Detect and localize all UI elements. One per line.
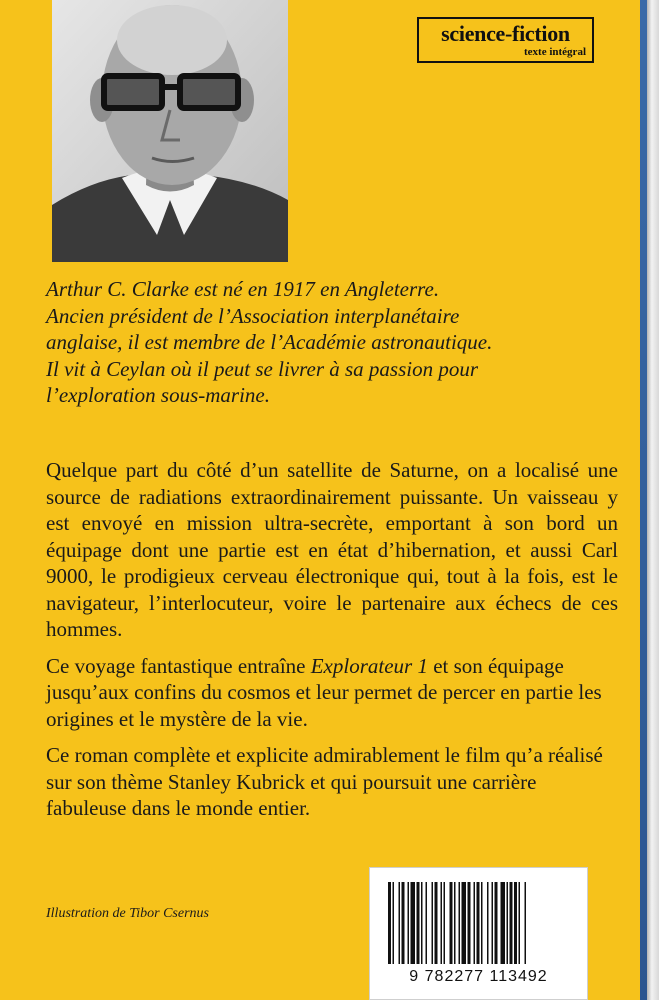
barcode-bar — [411, 882, 416, 964]
barcode-bar — [444, 882, 446, 964]
barcode-icon — [384, 882, 575, 964]
barcode-bar — [450, 882, 453, 964]
barcode-bar — [417, 882, 420, 964]
author-bio — [46, 276, 618, 409]
barcode-bar — [426, 882, 428, 964]
collection-badge — [417, 17, 594, 63]
isbn-number: 9 782277 113492 — [409, 968, 548, 985]
barcode-bar — [510, 882, 513, 964]
bio-line: Il vit à Ceylan où il peut se livrer à sa passion pour — [46, 356, 479, 381]
synopsis-paragraph-3: Ce roman complète et explicite admirablement le film qu’a réalisé sur son thème Stanley Kubrick et qui poursuit une carrière fabuleuse dans le monde entier. — [46, 743, 603, 820]
barcode-bar — [525, 882, 527, 964]
page-edge — [647, 0, 659, 1000]
author-portrait-image — [52, 0, 288, 262]
barcode-bar — [477, 882, 480, 964]
illustration-credit: Illustration de Tibor Csernus — [46, 906, 209, 921]
barcode-bar — [454, 882, 456, 964]
barcode-bar — [507, 882, 509, 964]
bio-line: anglaise, il est membre de l’Académie astronautique. — [46, 330, 493, 355]
barcode-bar — [441, 882, 443, 964]
bio-line: l’exploration sous-marine. — [46, 383, 270, 408]
barcode-bar — [514, 882, 517, 964]
barcode-bar — [388, 882, 391, 964]
synopsis-p2-start: Ce voyage fantastique entraîne — [46, 653, 311, 678]
synopsis-paragraph-1: Quelque part du côté d’un satellite de Saturne, on a localisé une source de radiations extraordinairement puissante. Un vaisseau y est envoyé en mission ultra-secrète, emportant à son bord un équipage dont une partie est en état d’hibernation, et aussi Carl 9000, le prodigieux cerveau électronique qui, tout à la fois, est le navigateur, l’interlocuteur, voire le partenaire aux échecs de ces hommes. — [46, 458, 618, 641]
barcode-bar — [468, 882, 471, 964]
bio-line: Ancien président de l’Association interplanétaire — [46, 303, 460, 328]
barcode-bar — [421, 882, 423, 964]
collection-title: science-fiction — [441, 21, 570, 46]
collection-subtitle: texte intégral — [524, 46, 586, 58]
barcode-sticker — [369, 867, 588, 1000]
barcode-bar — [435, 882, 438, 964]
barcode-bar — [402, 882, 405, 964]
synopsis — [46, 457, 618, 832]
barcode-bar — [519, 882, 521, 964]
barcode-bar — [393, 882, 395, 964]
barcode-bar — [487, 882, 489, 964]
synopsis-paragraph-2 — [46, 653, 618, 733]
synopsis-p2-end: et son équipage jusqu’aux confins du cosmos et leur permet de percer en partie les origines et le mystère de la vie. — [46, 653, 602, 731]
barcode-bar — [481, 882, 483, 964]
barcode-bar — [501, 882, 506, 964]
ship-name: Explorateur 1 — [310, 653, 428, 678]
bio-line: Arthur C. Clarke est né en 1917 en Angleterre. — [46, 277, 440, 301]
spine-edge — [640, 0, 647, 1000]
barcode-bar — [495, 882, 498, 964]
barcode-bar — [474, 882, 476, 964]
barcode-bar — [492, 882, 494, 964]
barcode-bar — [459, 882, 461, 964]
barcode-bar — [399, 882, 401, 964]
barcode-bar — [462, 882, 467, 964]
barcode-bar — [408, 882, 410, 964]
barcode-bar — [432, 882, 434, 964]
author-photo — [52, 0, 288, 262]
